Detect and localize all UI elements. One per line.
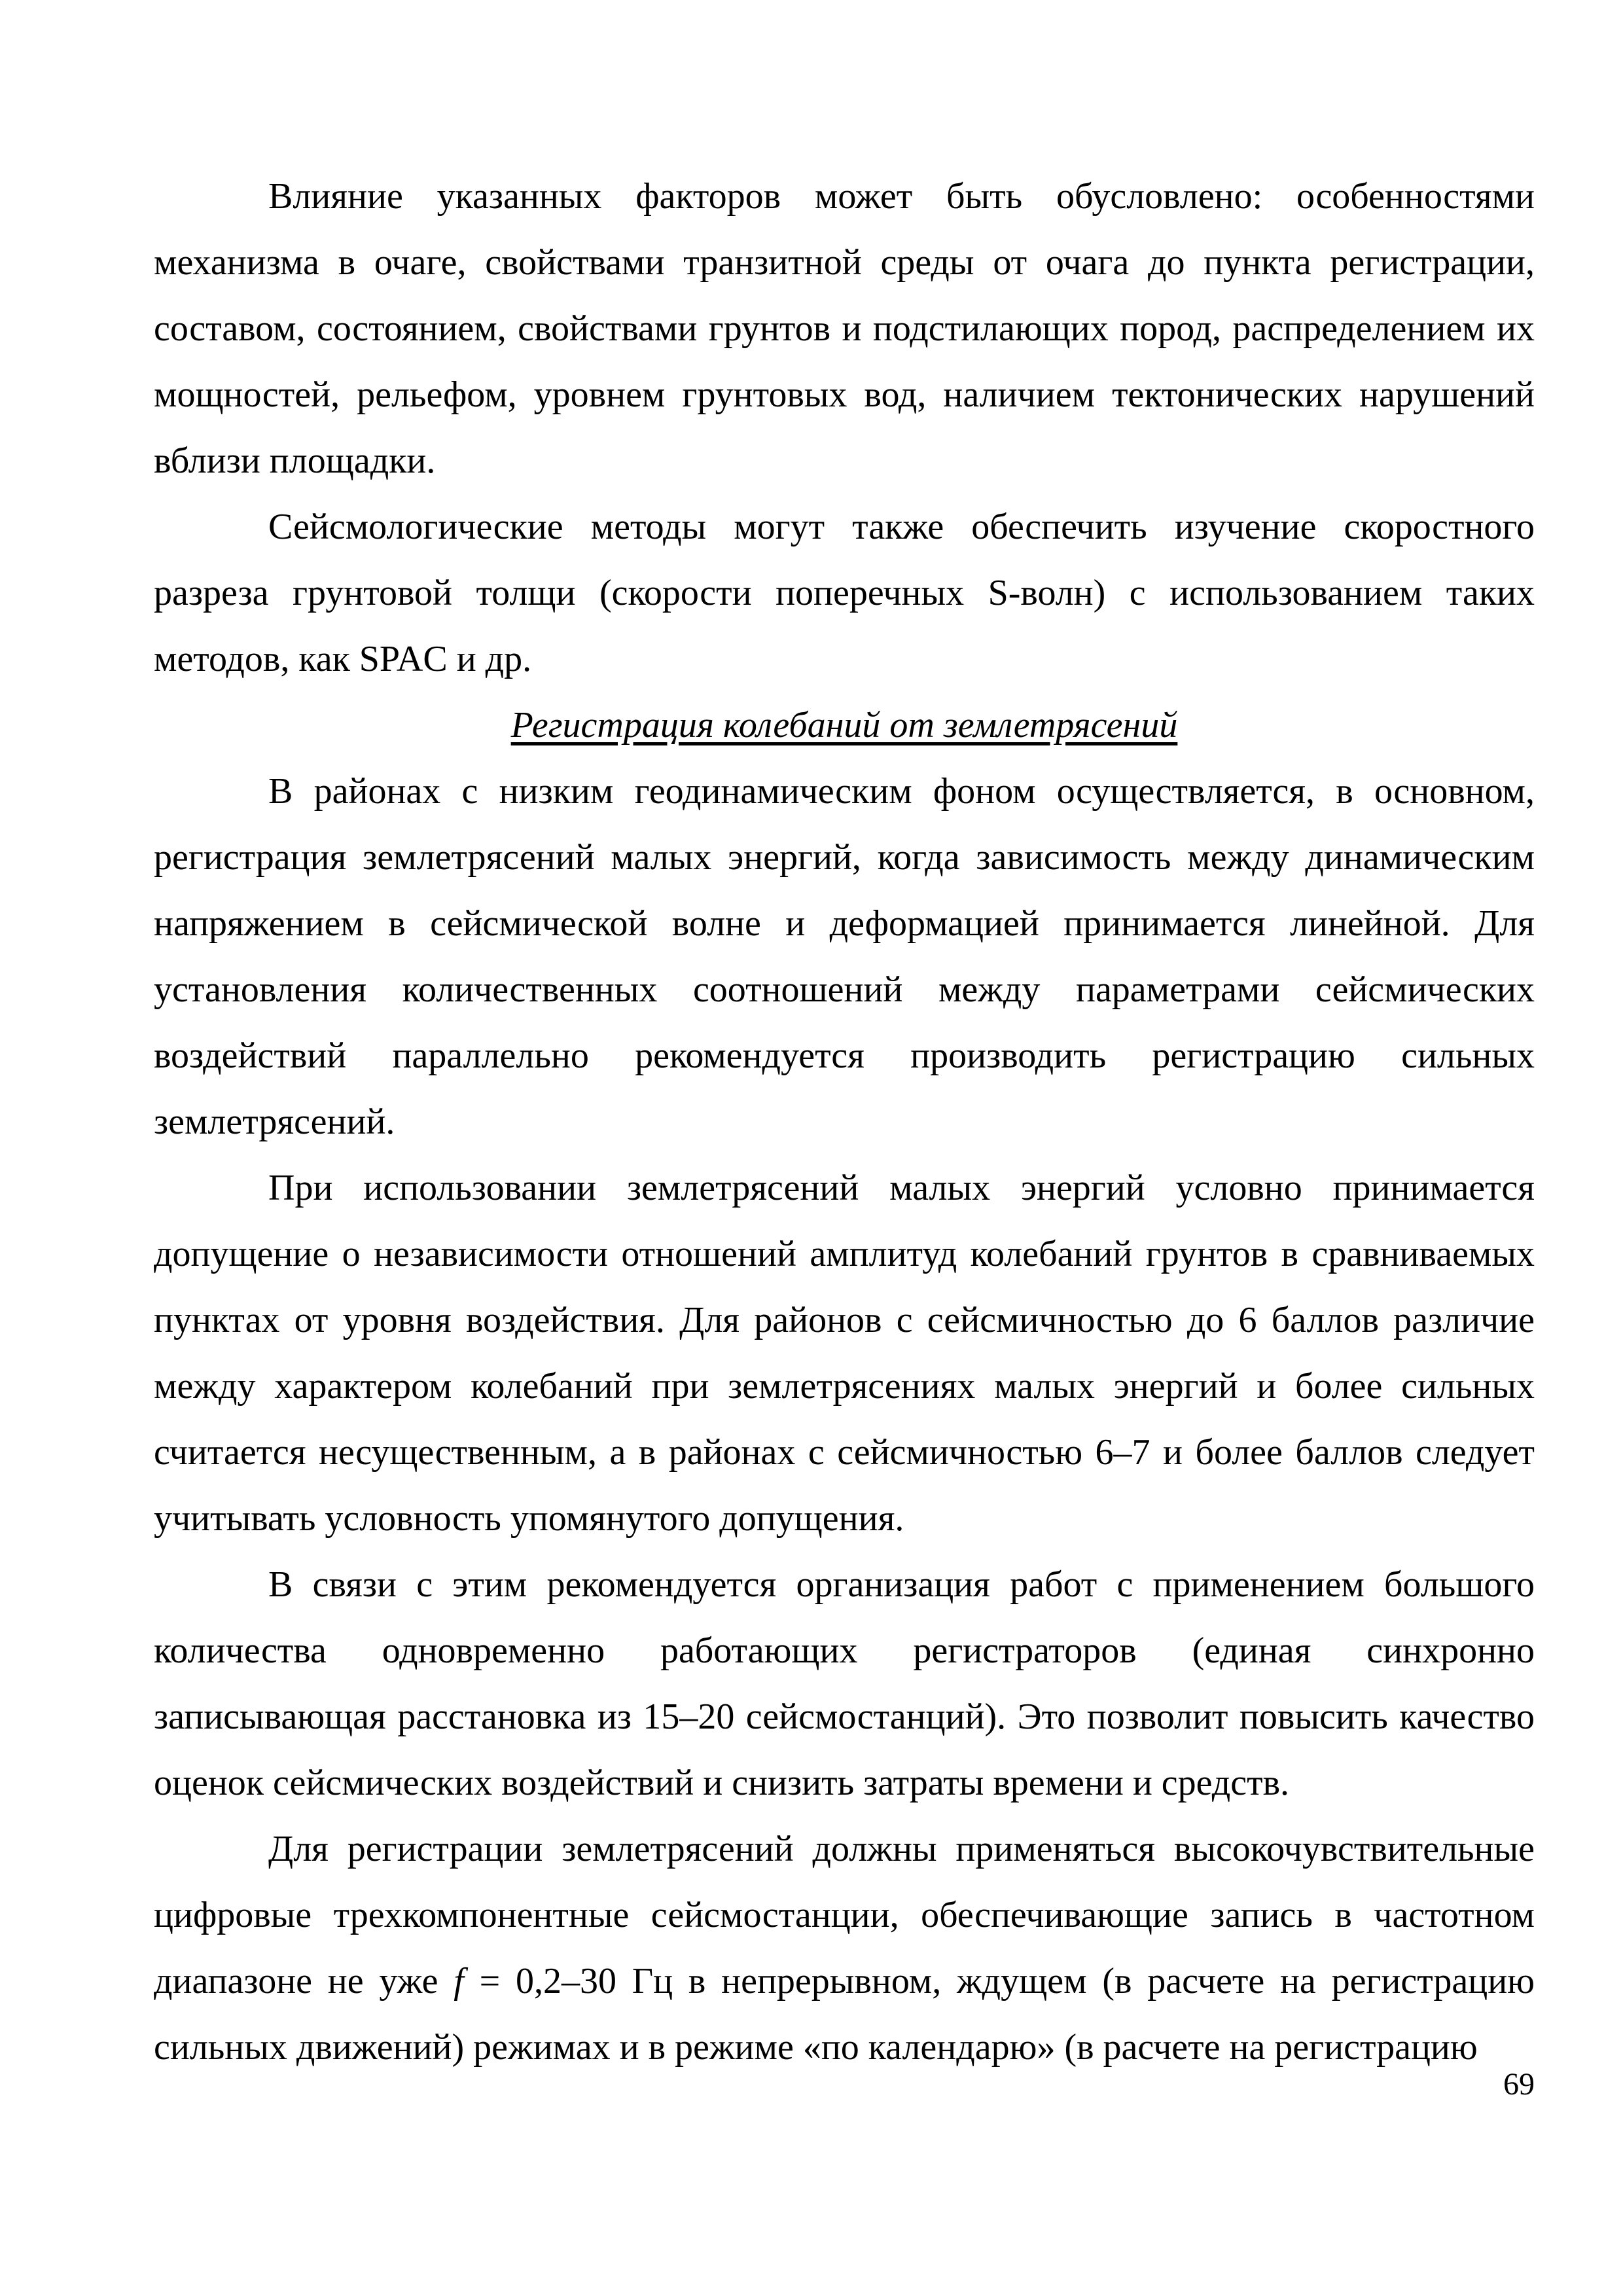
page-number: 69 [1503, 2067, 1535, 2102]
paragraph-5: В связи с этим рекомендуется организация работ с применением большого количества одновременно работающих регистраторов (единая синхронно записывающая расстановка из 15–20 сейсмостанций). Это позволит повысить качество оценок сейсмических воздействий и снизить затраты времени и средств. [154, 1564, 1535, 1803]
frequency-variable: f [454, 1961, 464, 2001]
section-heading: Регистрация колебаний от землетрясений [510, 705, 1178, 745]
paragraph-6 [154, 1816, 1535, 2081]
paragraph-4: При использовании землетрясений малых энергий условно принимается допущение о независимости отношений амплитуд колебаний грунтов в сравниваемых пунктах от уровня воздействия. Для районов с сейсмичностью до 6 баллов различие между характером колебаний при землетрясениях малых энергий и более сильных считается несущественным, а в районах с сейсмичностью 6–7 и более баллов следует учитывать условность упомянутого допущения. [154, 1168, 1535, 1539]
paragraph-1: Влияние указанных факторов может быть обусловлено: особенностями механизма в очаге, свойствами транзитной среды от очага до пункта регистрации, составом, состоянием, свойствами грунтов и подстилающих пород, распределением их мощностей, рельефом, уровнем грунтовых вод, наличием тектонических нарушений вблизи площадки. [154, 176, 1535, 481]
paragraph-6-text-start: Для регистрации землетрясений должны применяться высокочувствительные цифровые трехкомпонентные сейсмостанции, обеспечивающие запись в частотном диапазоне не уже [154, 1829, 1535, 2001]
paragraph-2: Сейсмологические методы могут также обеспечить изучение скоростного разреза грунтовой толщи (скорости поперечных S-волн) с использованием таких методов, как SPAC и др. [154, 507, 1535, 679]
paragraph-3: В районах с низким геодинамическим фоном осуществляется, в основном, регистрация землетрясений малых энергий, когда зависимость между динамическим напряжением в сейсмической волне и деформацией принимается линейной. Для установления количественных соотношений между параметрами сейсмических воздействий параллельно рекомендуется производить регистрацию сильных землетрясений. [154, 771, 1535, 1142]
paragraph-6-text-end: = 0,2–30 Гц в непрерывном, ждущем (в расчете на регистрацию сильных движений) режимах и в режиме «по календарю» (в расчете на регистрацию [154, 1961, 1535, 2068]
body-text [154, 164, 1535, 2081]
